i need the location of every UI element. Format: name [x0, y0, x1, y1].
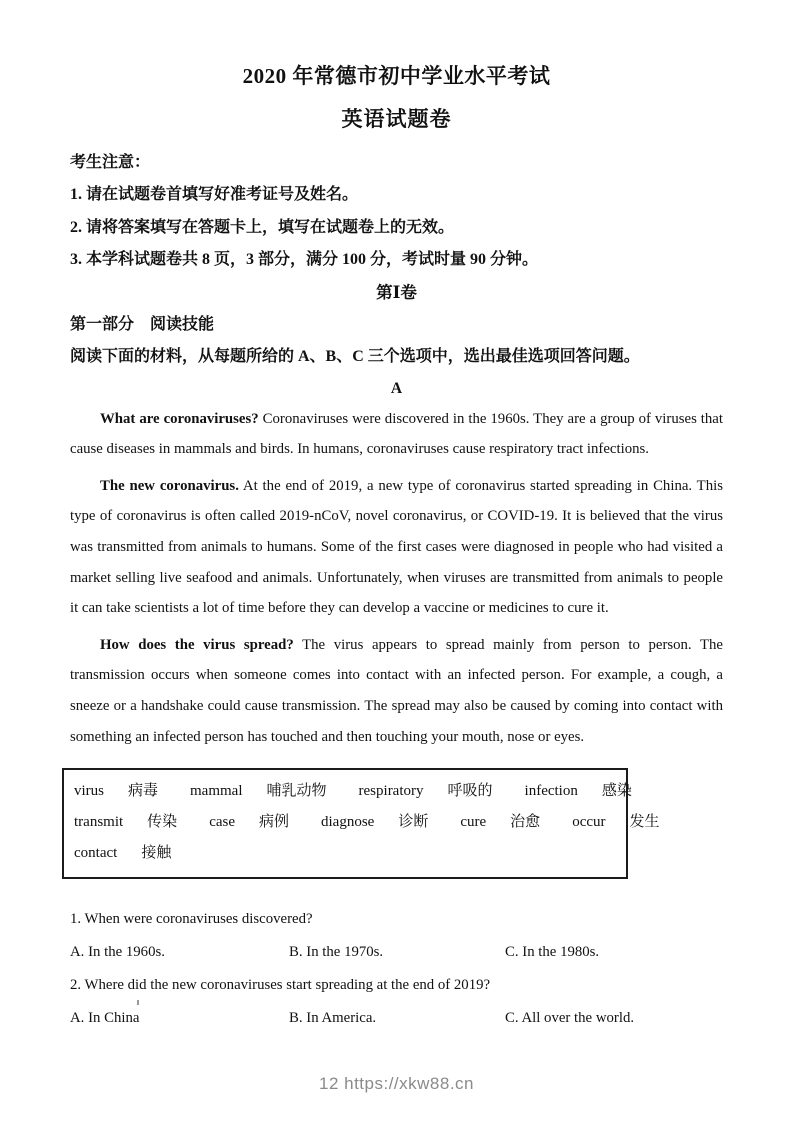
vocab-term-zh: 接触: [141, 845, 172, 862]
question-1: [70, 903, 723, 969]
vocab-term-zh: 病例: [259, 814, 290, 831]
paragraph-lead: How does the virus spread?: [100, 636, 294, 653]
option-a: A. In the 1960s.: [70, 944, 165, 961]
vocab-term-zh: 治愈: [510, 814, 541, 831]
passage-label: A: [390, 379, 403, 397]
vocab-term-zh: 感染: [601, 783, 632, 800]
vocabulary-box: [62, 768, 660, 879]
vocab-term-zh: 呼吸的: [447, 783, 493, 800]
vocab-term-en: virus: [74, 783, 104, 800]
question-text: 1. When were coronaviruses discovered?: [70, 911, 313, 928]
vocab-row: [74, 807, 660, 838]
vocab-term-en: mammal: [190, 783, 243, 800]
paragraph-lead: The new coronavirus.: [100, 477, 239, 494]
notice-heading: 考生注意：: [70, 154, 151, 171]
vocab-term-en: diagnose: [321, 814, 375, 831]
vocab-term-en: occur: [572, 814, 606, 831]
vocab-term-en: contact: [74, 845, 118, 862]
vocab-term-en: transmit: [74, 814, 124, 831]
question-text: 2. Where did the new coronaviruses start spreading at the end of 2019?: [70, 977, 491, 994]
passage-paragraph: [70, 471, 723, 624]
part-heading: 第一部分 阅读技能: [70, 315, 215, 333]
option-a: A. In China: [70, 1010, 140, 1027]
candidate-notice: [70, 147, 723, 277]
vocab-term-zh: 诊断: [398, 814, 429, 831]
option-c: C. In the 1980s.: [505, 944, 600, 961]
passage-paragraph: [70, 404, 723, 465]
vocab-term-en: case: [209, 814, 235, 831]
vocab-term-en: respiratory: [358, 783, 424, 800]
paragraph-text: The virus appears to spread mainly from person to person. The transmission occurs when someone comes into contact with an infected person. For example, a cough, a sneeze or a handshake could cause transmission. The spread may also be caused by coming into contact with something an infected person has touched and then touching your mouth, nose or eyes.: [70, 636, 723, 745]
option-b: B. In the 1970s.: [289, 944, 384, 961]
question-2: [70, 969, 723, 1035]
vocab-row: [74, 838, 616, 869]
scan-speck: [137, 1000, 139, 1005]
notice-item-3: 3. 本学科试题卷共 8 页，3 部分，满分 100 分，考试时量 90 分钟。: [70, 251, 539, 269]
vocab-term-zh: 哺乳动物: [266, 783, 327, 800]
question-options: [70, 1002, 723, 1035]
option-c: C. All over the world.: [505, 1010, 635, 1027]
vocab-term-en: infection: [524, 783, 578, 800]
page-footer: 12 https://xkw88.cn: [318, 1074, 475, 1093]
notice-item-2: 2. 请将答案填写在答题卡上，填写在试题卷上的无效。: [70, 218, 455, 236]
paragraph-text: Coronaviruses were discovered in the 1960s. They are a group of viruses that cause diseases in mammals and birds. In humans, coronaviruses cause respiratory tract infections.: [70, 410, 723, 458]
reading-passage: [70, 404, 723, 753]
section-instruction: 阅读下面的材料，从每题所给的 A、B、C 三个选项中，选出最佳选项回答问题。: [70, 347, 640, 365]
vocab-row: [74, 776, 632, 807]
option-b: B. In America.: [289, 1010, 377, 1027]
vocab-term-en: cure: [460, 814, 487, 831]
page-subtitle: 英语试题卷: [341, 107, 452, 131]
page-title: 2020 年常德市初中学业水平考试: [242, 64, 551, 88]
question-list: [70, 903, 723, 1035]
question-options: [70, 936, 723, 969]
notice-item-1: 1. 请在试题卷首填写好准考证号及姓名。: [70, 186, 359, 204]
passage-paragraph: [70, 630, 723, 752]
paragraph-lead: What are coronaviruses?: [100, 410, 259, 427]
volume-heading: 第Ⅰ卷: [376, 282, 417, 302]
vocab-term-zh: 发生: [629, 814, 660, 831]
paragraph-text: At the end of 2019, a new type of coronavirus started spreading in China. This type of coronavirus is often called 2019-nCoV, novel coronavirus, or COVID-19. It is believed that the virus was transmitted from animals to humans. Some of the first cases were diagnosed in people who had visited a market selling live seafood and animals. Unfortunately, when viruses are transmitted from animals to people it can take scientists a lot of time before they can develop a vaccine or medicines to cure it.: [70, 477, 723, 617]
vocab-term-zh: 传染: [147, 814, 178, 831]
vocab-term-zh: 病毒: [128, 783, 159, 800]
